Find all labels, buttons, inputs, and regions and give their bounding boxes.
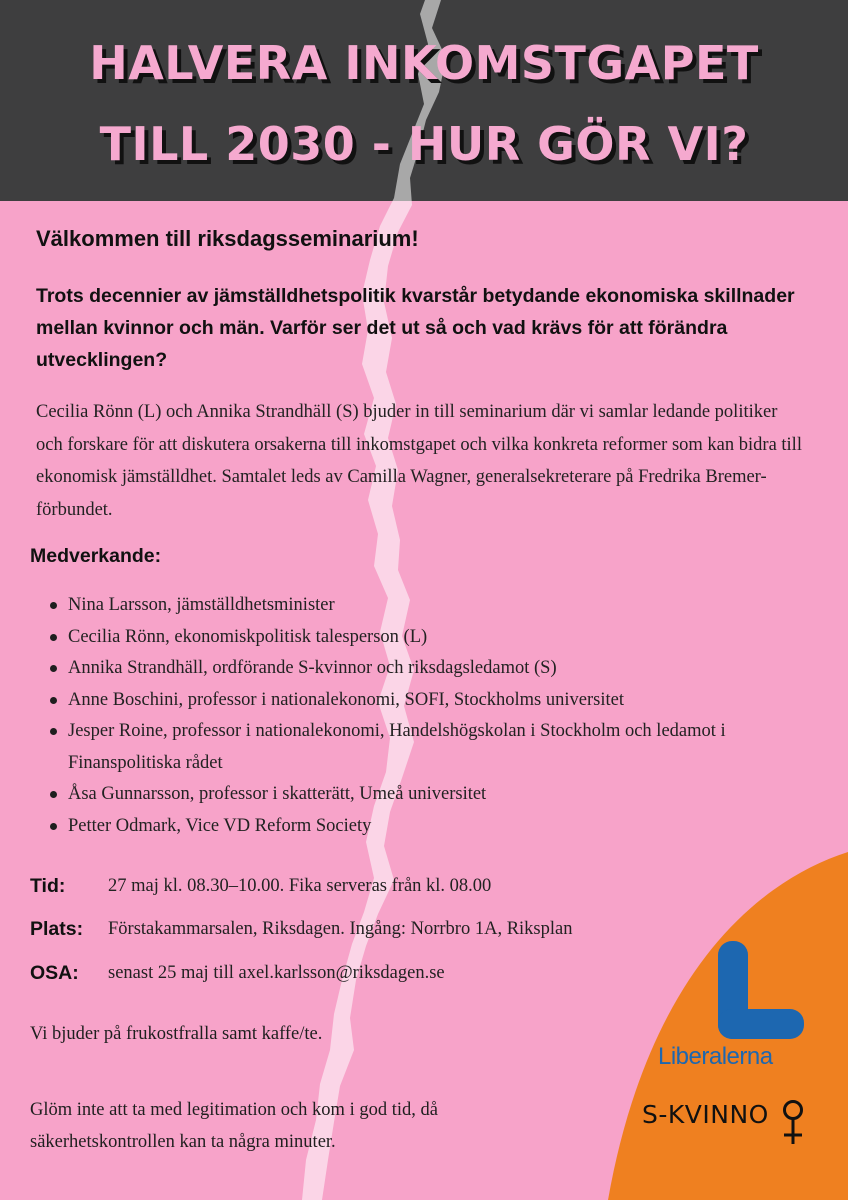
rsvp-value: senast 25 maj till axel.karlsson@riksdagen.se — [108, 963, 445, 983]
title-line-1: HALVERA INKOMSTGAPET — [89, 36, 759, 90]
place-label: Plats: — [30, 918, 84, 940]
participant-item: Åsa Gunnarsson, professor i skatterätt, Umeå universitet — [30, 779, 790, 811]
liberalerna-l-logo-icon — [716, 941, 804, 1039]
breakfast-note: Vi bjuder på frukostfralla samt kaffe/te. — [30, 1024, 323, 1044]
rsvp-label: OSA: — [30, 962, 79, 984]
participant-item: Annika Strandhäll, ordförande S-kvinnor och riksdagsledamot (S) — [30, 653, 790, 685]
time-label: Tid: — [30, 875, 66, 897]
venus-symbol-icon — [781, 1100, 805, 1146]
time-value: 27 maj kl. 08.30–10.00. Fika serveras från kl. 08.00 — [108, 876, 492, 896]
participant-item: Petter Odmark, Vice VD Reform Society — [30, 811, 790, 843]
intro-paragraph: Trots decennier av jämställdhetspolitik kvarstår betydande ekonomiska skillnader mellan kvinnor och män. Varför ser det ut så och vad krävs för att förändra utvecklingen? — [36, 285, 795, 371]
participant-item: Anne Boschini, professor i nationalekonomi, SOFI, Stockholms universitet — [30, 685, 790, 717]
title-line-2: TILL 2030 - HUR GÖR VI? — [99, 117, 749, 171]
participants-list — [30, 590, 790, 842]
participant-item: Cecilia Rönn, ekonomiskpolitisk talesperson (L) — [30, 622, 790, 654]
liberalerna-wordmark: Liberalerna — [658, 1043, 773, 1070]
participants-heading: Medverkande: — [30, 545, 162, 567]
welcome-heading: Välkommen till riksdagsseminarium! — [36, 226, 419, 251]
s-kvinnor-logo: S-KVINNO — [642, 1100, 769, 1129]
place-value: Förstakammarsalen, Riksdagen. Ingång: Norrbro 1A, Riksplan — [108, 919, 573, 939]
participant-item: Nina Larsson, jämställdhetsminister — [30, 590, 790, 622]
security-reminder: Glöm inte att ta med legitimation och kom i god tid, då säkerhetskontrollen kan ta några minuter. — [30, 1100, 438, 1152]
body-paragraph: Cecilia Rönn (L) och Annika Strandhäll (S) bjuder in till seminarium där vi samlar ledande politiker och forskare för att diskutera orsakerna till inkomstgapet och vilka konkreta reformer som kan bidra till ekonomisk jämställdhet. Samtalet leds av Camilla Wagner, generalsekreterare på Fredrika Bremer-förbundet. — [36, 402, 802, 520]
participant-item: Jesper Roine, professor i nationalekonomi, Handelshögskolan i Stockholm och ledamot i Finanspolitiska rådet — [30, 716, 790, 779]
